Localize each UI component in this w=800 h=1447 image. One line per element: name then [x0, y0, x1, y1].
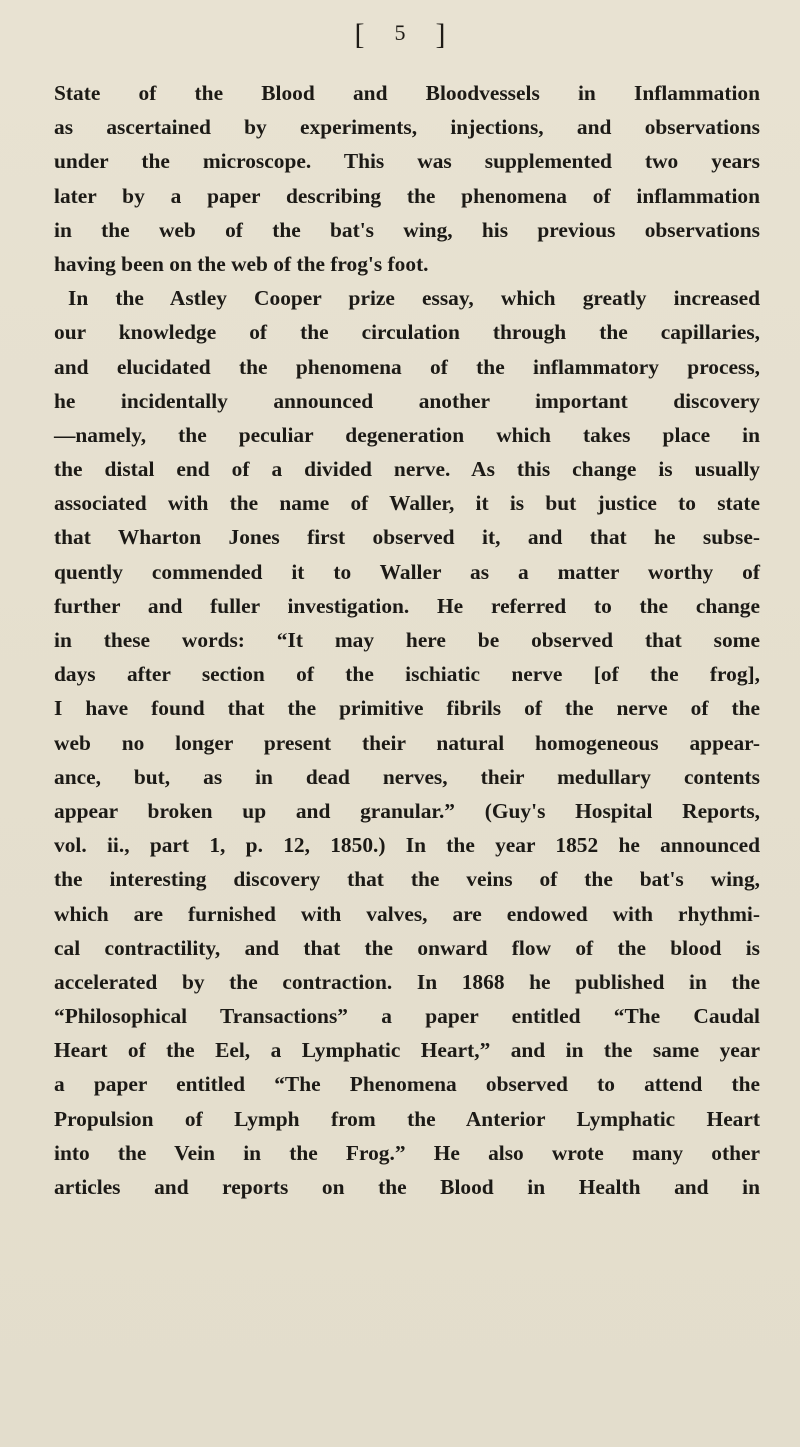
text-line: accelerated by the contraction. In 1868 he published in the [54, 969, 760, 994]
text-line: and elucidated the phenomena of the inflammatory process, [54, 354, 760, 379]
text-line: vol. ii., part 1, p. 12, 1850.) In the year 1852 he announced [54, 833, 760, 858]
text-line: the distal end of a divided nerve. As this change is usually [54, 457, 760, 482]
text-line: “Philosophical Transactions” a paper entitled “The Caudal [54, 1004, 760, 1029]
text-line: which are furnished with valves, are endowed with rhythmi- [54, 901, 760, 926]
text-line: the interesting discovery that the veins of the bat's wing, [54, 867, 760, 892]
text-line: appear broken up and granular.” (Guy's Hospital Reports, [54, 798, 760, 823]
right-bracket: ] [435, 18, 446, 51]
text-line: that Wharton Jones first observed it, and that he subse- [54, 525, 760, 550]
text-line: State of the Blood and Bloodvessels in Inflammation [54, 81, 760, 105]
text-line: having been on the web of the frog's foot. [54, 251, 429, 276]
text-line: quently commended it to Waller as a matter worthy of [54, 559, 760, 584]
text-line: a paper entitled “The Phenomena observed to attend the [54, 1072, 760, 1097]
text-line: further and fuller investigation. He referred to the change [54, 593, 760, 618]
text-line: later by a paper describing the phenomena of inflammation [54, 183, 760, 208]
text-line: as ascertained by experiments, injections, and observations [54, 115, 760, 140]
text-line: —namely, the peculiar degeneration which takes place in [54, 422, 760, 447]
text-line: under the microscope. This was supplemented two years [54, 149, 760, 174]
text-line: he incidentally announced another important discovery [54, 388, 760, 413]
text-line: In the Astley Cooper prize essay, which greatly increased [68, 286, 760, 311]
text-line: articles and reports on the Blood in Health and in [54, 1175, 760, 1199]
text-line: our knowledge of the circulation through the capillaries, [54, 320, 760, 345]
text-line: Heart of the Eel, a Lymphatic Heart,” and in the same year [54, 1038, 760, 1063]
page-number-value: 5 [394, 20, 406, 45]
text-line: cal contractility, and that the onward flow of the blood is [54, 935, 760, 960]
text-line: I have found that the primitive fibrils of the nerve of the [54, 696, 760, 721]
body-text [54, 76, 760, 1204]
text-line: Propulsion of Lymph from the Anterior Lymphatic Heart [54, 1106, 760, 1131]
text-line: in the web of the bat's wing, his previous observations [54, 217, 760, 242]
text-line: ance, but, as in dead nerves, their medullary contents [54, 764, 760, 789]
text-line: days after section of the ischiatic nerve [of the frog], [54, 662, 760, 687]
text-line: in these words: “It may here be observed that some [54, 628, 760, 652]
text-line: into the Vein in the Frog.” He also wrote many other [54, 1140, 760, 1165]
left-bracket: [ [354, 18, 365, 51]
text-line: associated with the name of Waller, it is but justice to state [54, 491, 760, 516]
page-number [0, 18, 800, 52]
text-line: web no longer present their natural homogeneous appear- [54, 730, 760, 755]
